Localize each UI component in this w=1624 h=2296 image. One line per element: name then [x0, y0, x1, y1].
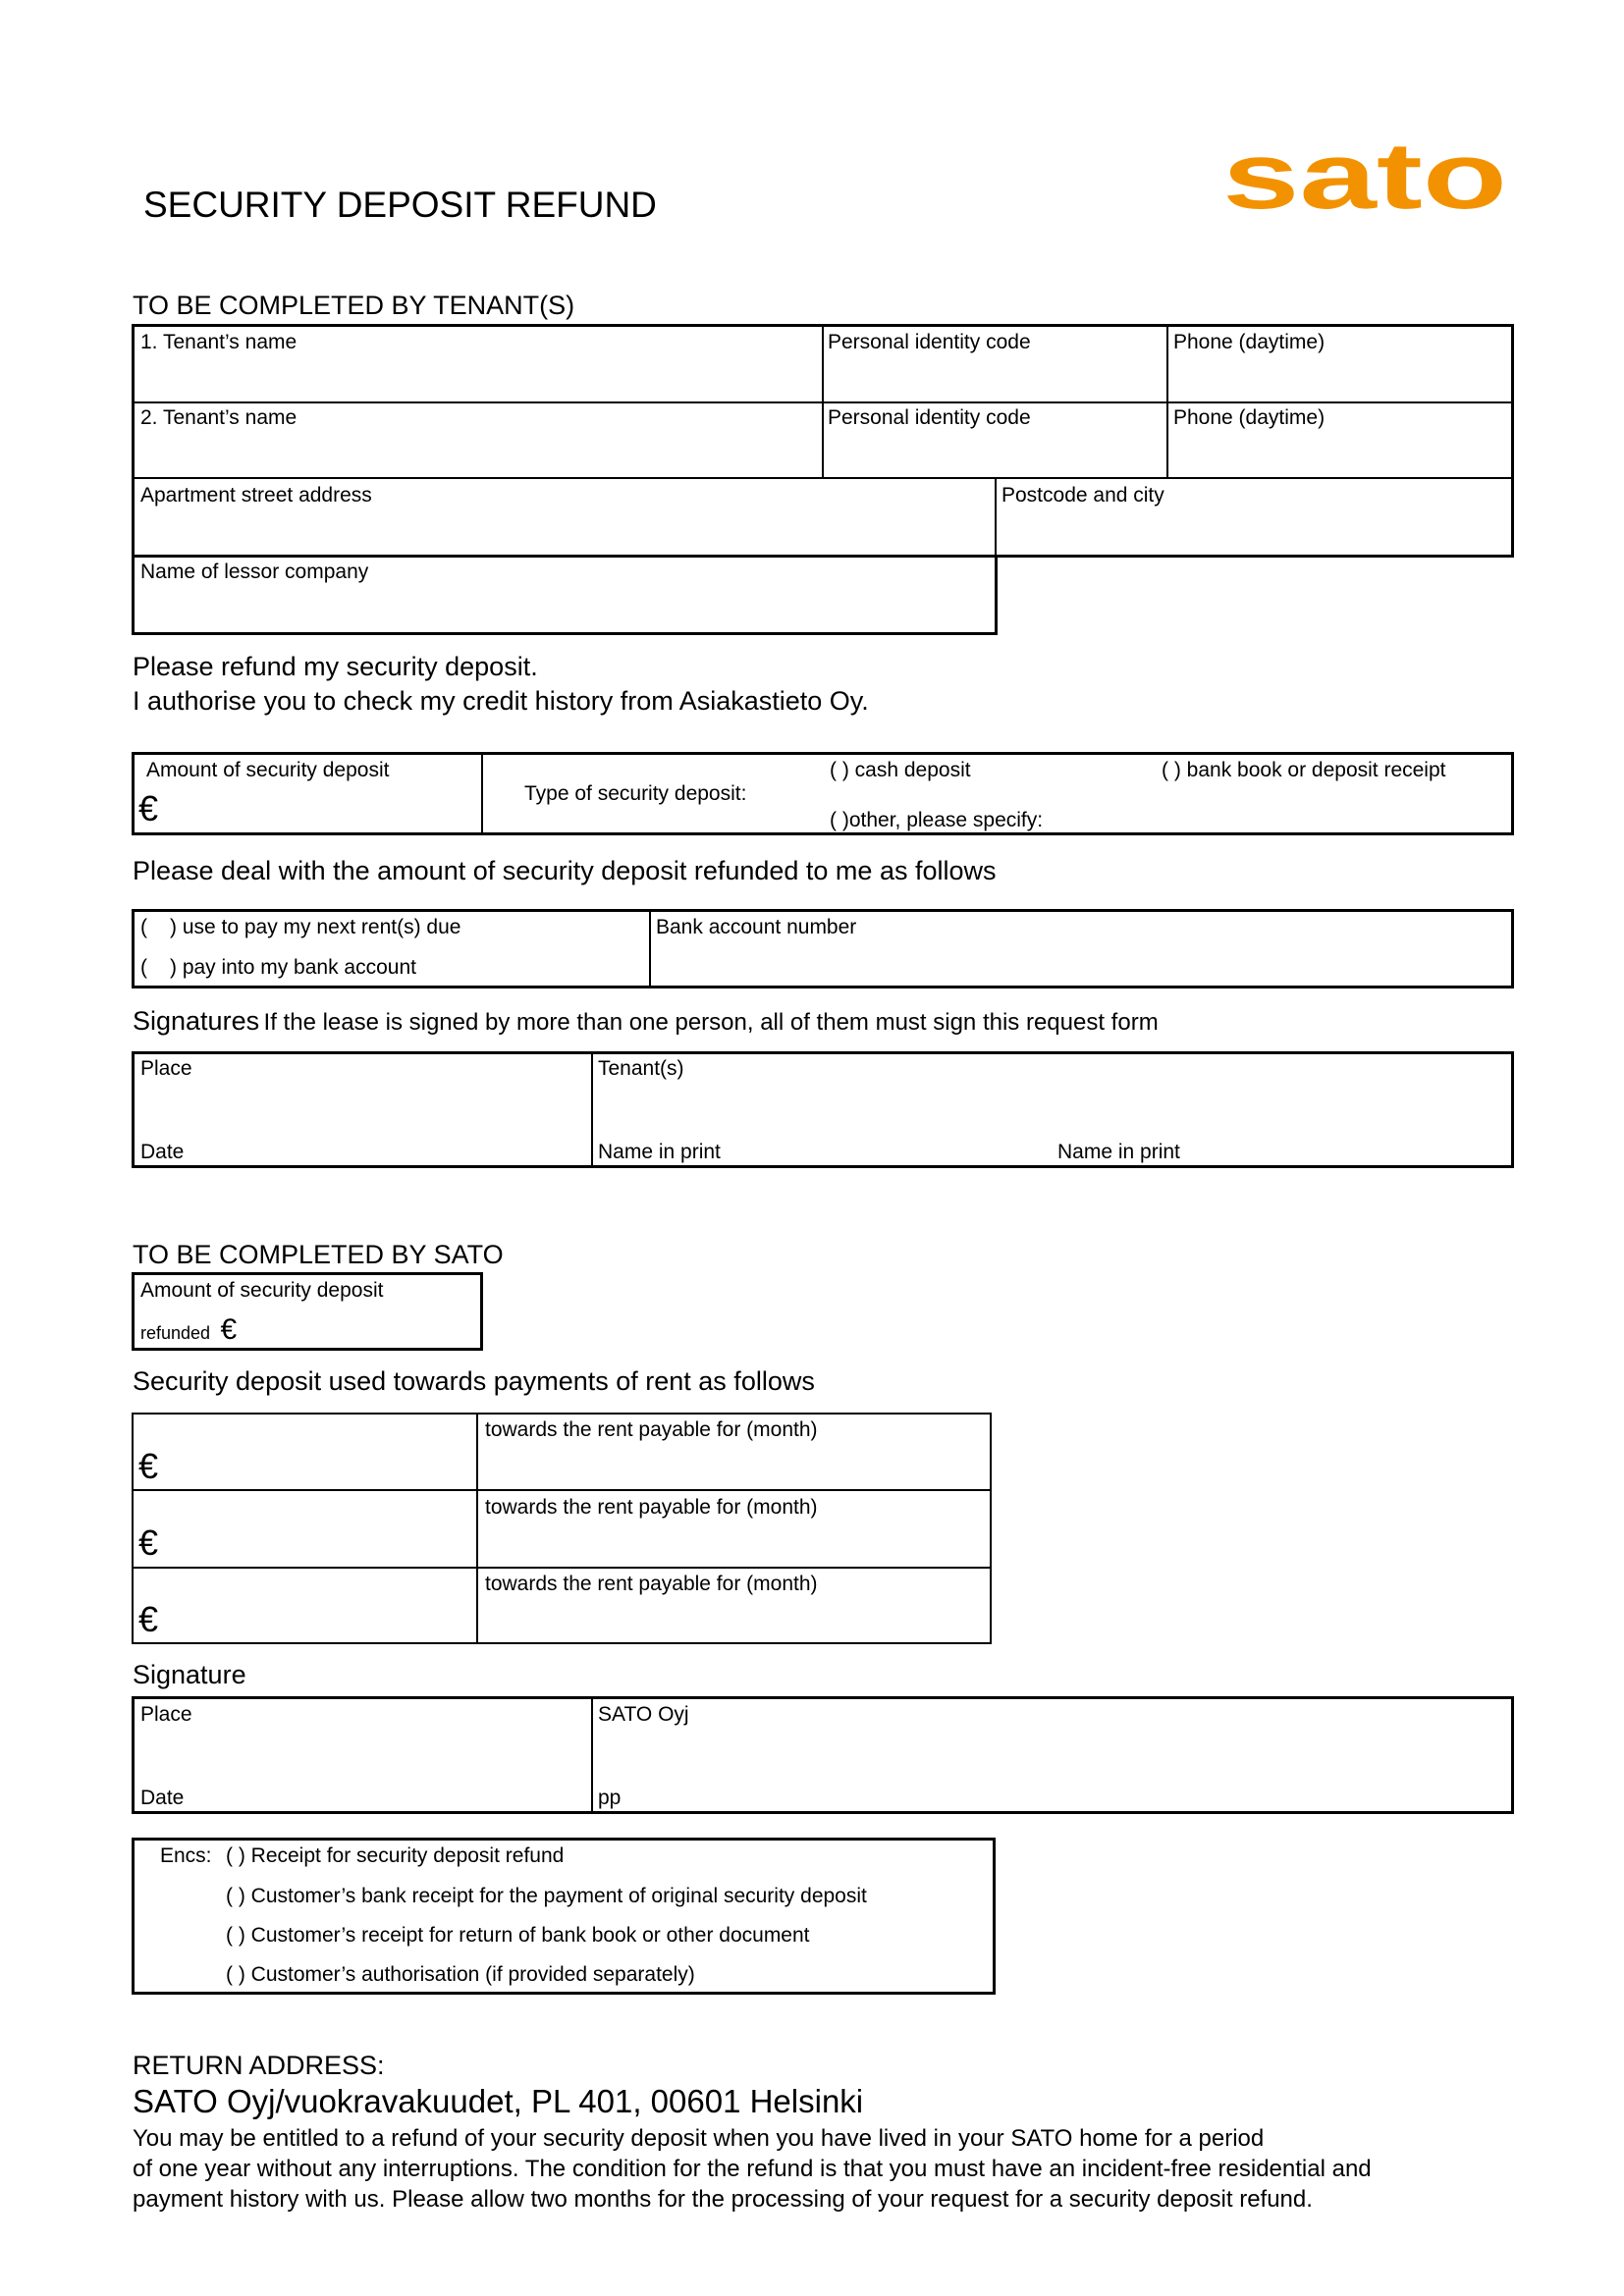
lessor-company-field[interactable]: Name of lessor company [140, 561, 369, 583]
enclosure-item-4[interactable]: ( ) Customer’s authorisation (if provided separately) [226, 1963, 695, 1986]
rule [995, 477, 997, 556]
rule [591, 1051, 593, 1168]
sato-refunded-field[interactable]: € [220, 1313, 238, 1346]
deposit-amount-label: Amount of security deposit [146, 759, 390, 781]
tenants-signature-field[interactable]: Tenant(s) [598, 1057, 684, 1080]
signatures-heading: Signatures [133, 1006, 260, 1036]
sato-date-field[interactable]: Date [140, 1787, 185, 1809]
bank-option-paren: ( [140, 956, 147, 979]
rule [822, 324, 824, 479]
rent-usage-heading: Security deposit used towards payments of rent as follows [133, 1366, 815, 1396]
enclosure-item-2[interactable]: ( ) Customer’s bank receipt for the payment of original security deposit [226, 1885, 867, 1907]
sato-place-field[interactable]: Place [140, 1703, 192, 1726]
rule [132, 1567, 992, 1569]
place-field[interactable]: Place [140, 1057, 192, 1080]
rule [476, 1413, 478, 1644]
sato-company-field[interactable]: SATO Oyj [598, 1703, 689, 1726]
refund-method-heading: Please deal with the amount of security deposit refunded to me as follows [133, 856, 997, 885]
rent-option-checkbox[interactable]: ) use to pay my next rent(s) due [170, 916, 461, 938]
signatures-note: If the lease is signed by more than one person, all of them must sign this request form [263, 1009, 1159, 1036]
tenant1-name-field[interactable]: 1. Tenant’s name [140, 331, 298, 353]
rule [591, 1696, 593, 1814]
credit-authorisation-line: I authorise you to check my credit history from Asiakastieto Oy. [133, 686, 869, 716]
rent-row-1-month[interactable]: towards the rent payable for (month) [485, 1418, 818, 1441]
rule [649, 909, 651, 988]
sato-logo [1222, 137, 1517, 216]
other-deposit-checkbox[interactable]: ( )other, please specify: [830, 809, 1044, 831]
info-line-2: of one year without any interruptions. The condition for the refund is that you must have an incident-free residential and [133, 2156, 1372, 2182]
rent-row-2-month[interactable]: towards the rent payable for (month) [485, 1496, 818, 1519]
rule [132, 1489, 992, 1491]
sato-refunded-row [140, 1313, 237, 1347]
rent-usage-table [132, 1413, 992, 1644]
bank-option-checkbox[interactable]: ) pay into my bank account [170, 956, 416, 979]
refund-request-line: Please refund my security deposit. [133, 652, 538, 681]
signatures-heading-row [133, 1006, 1159, 1037]
apartment-address-field[interactable]: Apartment street address [140, 484, 372, 507]
deposit-amount-field[interactable]: € [138, 788, 159, 828]
sato-signature-box [132, 1696, 1514, 1814]
rent-option-paren: ( [140, 916, 147, 938]
sato-amount-label: Amount of security deposit [140, 1279, 384, 1302]
rent-row-1-amount[interactable]: € [138, 1446, 159, 1486]
return-address-label: RETURN ADDRESS: [133, 2051, 385, 2080]
bank-book-checkbox[interactable]: ( ) bank book or deposit receipt [1162, 759, 1446, 781]
tenant-section-heading: TO BE COMPLETED BY TENANT(S) [133, 291, 575, 320]
info-line-3: payment history with us. Please allow two months for the processing of your request for a security deposit refund. [133, 2186, 1313, 2213]
tenant1-phone-field[interactable]: Phone (daytime) [1173, 331, 1326, 353]
sato-refunded-label: refunded [140, 1323, 211, 1343]
rent-row-3-month[interactable]: towards the rent payable for (month) [485, 1573, 818, 1595]
signatures-box [132, 1051, 1514, 1168]
info-line-1: You may be entitled to a refund of your security deposit when you have lived in your SATO home for a period [133, 2125, 1265, 2152]
deposit-type-label: Type of security deposit: [524, 782, 747, 805]
rent-row-2-amount[interactable]: € [138, 1522, 159, 1563]
bank-account-field[interactable]: Bank account number [656, 916, 857, 938]
rule [1166, 324, 1168, 479]
enclosure-item-1[interactable]: ( ) Receipt for security deposit refund [226, 1844, 565, 1867]
tenant2-name-field[interactable]: 2. Tenant’s name [140, 406, 298, 429]
tenant1-id-field[interactable]: Personal identity code [828, 331, 1031, 353]
rule [481, 752, 483, 835]
postcode-city-field[interactable]: Postcode and city [1001, 484, 1164, 507]
sato-section-heading: TO BE COMPLETED BY SATO [133, 1240, 504, 1269]
return-address: SATO Oyj/vuokravakuudet, PL 401, 00601 Helsinki [133, 2083, 864, 2119]
tenant2-id-field[interactable]: Personal identity code [828, 406, 1031, 429]
name-in-print-1-field[interactable]: Name in print [598, 1141, 721, 1163]
rent-row-3-amount[interactable]: € [138, 1599, 159, 1639]
enclosure-item-3[interactable]: ( ) Customer’s receipt for return of bank book or other document [226, 1924, 810, 1947]
tenant2-phone-field[interactable]: Phone (daytime) [1173, 406, 1326, 429]
name-in-print-2-field[interactable]: Name in print [1057, 1141, 1180, 1163]
date-field[interactable]: Date [140, 1141, 185, 1163]
sato-pp-field[interactable]: pp [598, 1787, 622, 1809]
cash-deposit-checkbox[interactable]: ( ) cash deposit [830, 759, 971, 781]
logo-text: sato [1222, 137, 1507, 216]
sato-signature-heading: Signature [133, 1660, 246, 1689]
enclosures-label: Encs: [160, 1844, 212, 1867]
page-title: SECURITY DEPOSIT REFUND [143, 185, 657, 225]
